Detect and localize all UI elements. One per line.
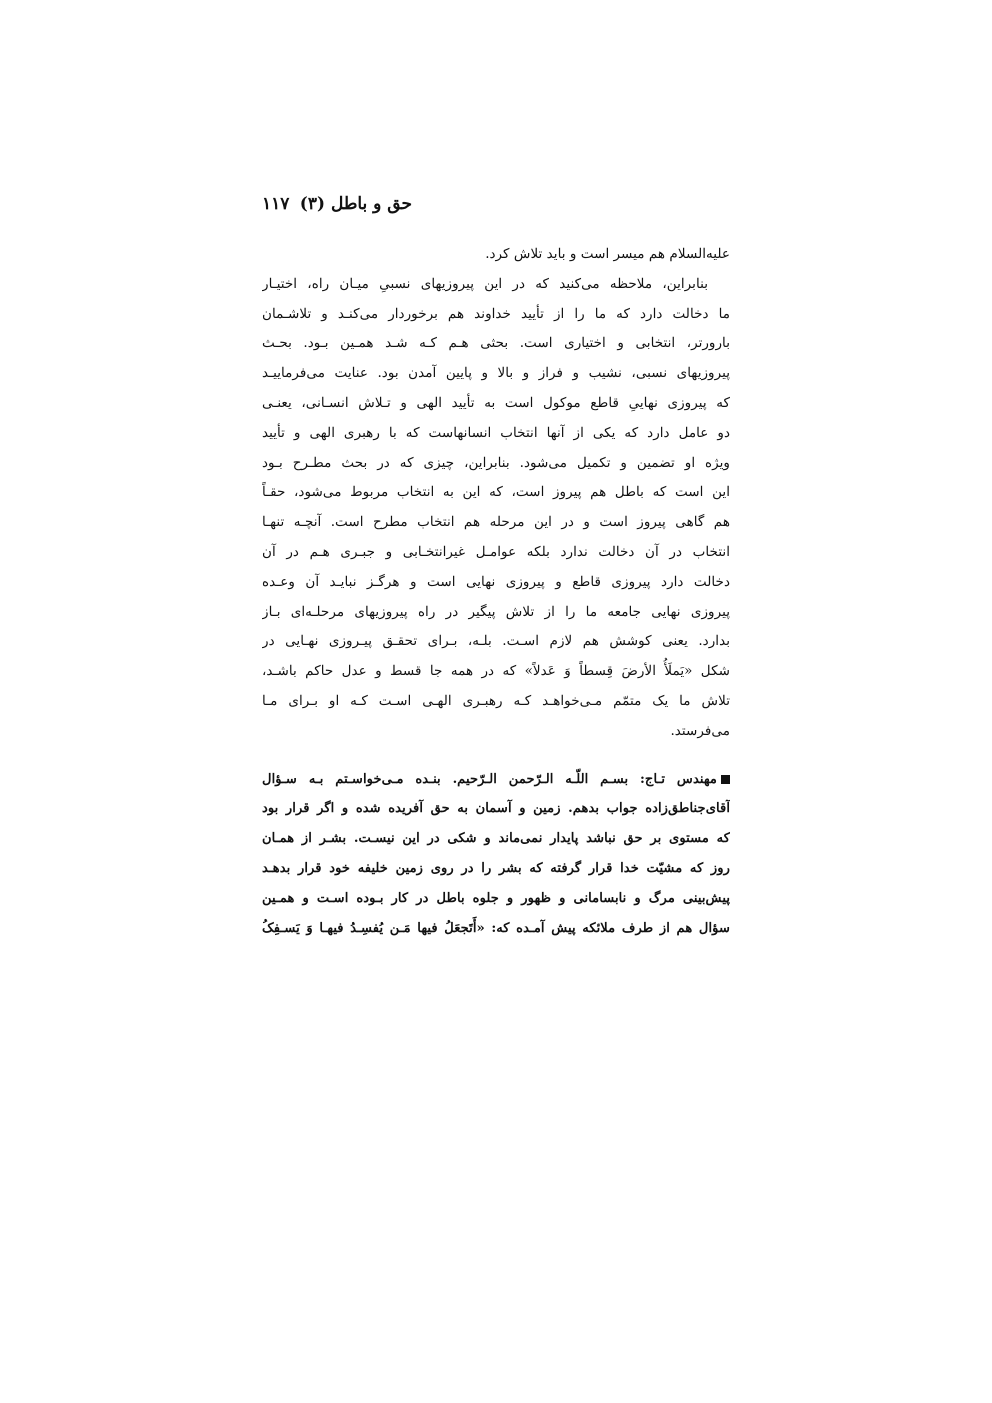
- text-line: دو عامل دارد که یکی از آنها انتخاب انسانهاست که با رهبری الهی و تأیید: [262, 424, 730, 441]
- text-line: ما دخالت دارد که ما را از تأیید خداوند هم برخوردار می‌کنـد و تلاشـمان: [262, 305, 730, 322]
- paragraph-summary: [262, 270, 730, 747]
- text-line: روز که مشیّت خدا قرار گرفته که بشر را در روی زمین خلیفه خود قرار بدهـد: [262, 860, 730, 876]
- paragraph-speaker: [262, 765, 730, 944]
- text-line: این است که باطل هم پیروز است، که این به انتخاب مربوط می‌شود، حقـاً: [262, 484, 730, 501]
- text-line: علیه‌السلام هم میسر است و باید تلاش کرد.: [485, 246, 730, 262]
- text-line: بنابراین، ملاحظه می‌کنید که در این پیروزیهای نسبیِ میـان راه، اختیـار: [262, 275, 708, 292]
- body-text: [262, 240, 730, 943]
- text-line: بارورتر، انتخابی و اختیاری است. بحثی هـم کـه شـد همـین بـود. بحـث: [262, 335, 730, 352]
- text-line: [262, 765, 730, 795]
- paragraph-continuation: [262, 240, 730, 270]
- text-line: که پیروزی نهاییِ قاطع موکول است به تأیید الهی و تـلاش انسـانی، یعنـی: [262, 394, 730, 411]
- text-line: بدارد. یعنی کوشش هم لازم اسـت. بلـه، بـرای تحقـق پیـروزی نهـایی در: [262, 633, 730, 650]
- speaker-line: مهندس تـاج: بسـم اللّـه الـرّحمن الـرّحیم. بنـده مـی‌خواسـتم بـه سـؤال: [262, 771, 717, 787]
- text-line: شکل «یَملَأُ الأرضَ قِسطاً وَ عَدلاً» که در همه جا قسط و عدل حاکم باشـد،: [262, 663, 730, 680]
- text-line: انتخاب در آن دخالت ندارد بلکه عوامـل غیرانتخـابی و جبـری هـم در آن: [262, 543, 730, 560]
- page-number: ۱۱۷: [262, 194, 290, 214]
- text-line: سؤال هم از طرف ملائکه پیش آمـده که: «أَتَجعَلُ فیها مَـن یُفسِـدُ فیهـا وَ یَسـفِکُ: [262, 920, 730, 936]
- text-line: دخالت دارد پیروزی قاطع و پیروزی نهایی است و هرگـز نبایـد آن وعـده: [262, 573, 730, 590]
- square-bullet-icon: [721, 775, 730, 784]
- text-line: پیش‌بینی مرگ و نابسامانی و ظهور و جلوه باطل در کار بـوده اسـت و همـین: [262, 890, 730, 906]
- running-head: [262, 192, 412, 216]
- text-line: تلاش ما یک متمّم مـی‌خواهـد کـه رهبـری الهـی اسـت کـه او بـرای مـا: [262, 692, 730, 709]
- text-line: می‌فرستد.: [670, 722, 730, 739]
- paragraph-gap: [262, 747, 730, 765]
- text-line: هم گاهی پیروز است و در این مرحله هم انتخاب مطرح است. آنچـه تنهـا: [262, 514, 730, 531]
- text-line: ویژه او تضمین و تکمیل می‌شود. بنابراین، چیزی که در بحث مطـرح بـود: [262, 454, 730, 471]
- chapter-title: حق و باطل (۳): [299, 194, 412, 214]
- text-line: پیروزی نهایی جامعه ما را از تلاش پیگیر در راه پیروزیهای مرحلـه‌ای بـاز: [262, 603, 730, 620]
- text-line: پیروزیهای نسبی، نشیب و فراز و بالا و پایین آمدن بود. عنایت می‌فرماییـد: [262, 365, 730, 382]
- text-line: آقای‌جناطق‌زاده جواب بدهم. زمین و آسمان به حق آفریده شده و اگر قرار بود: [262, 801, 730, 817]
- text-line: که مستوی بر حق نباشد پایدار نمی‌ماند و شکی در این نیسـت. بشـر از همـان: [262, 831, 730, 847]
